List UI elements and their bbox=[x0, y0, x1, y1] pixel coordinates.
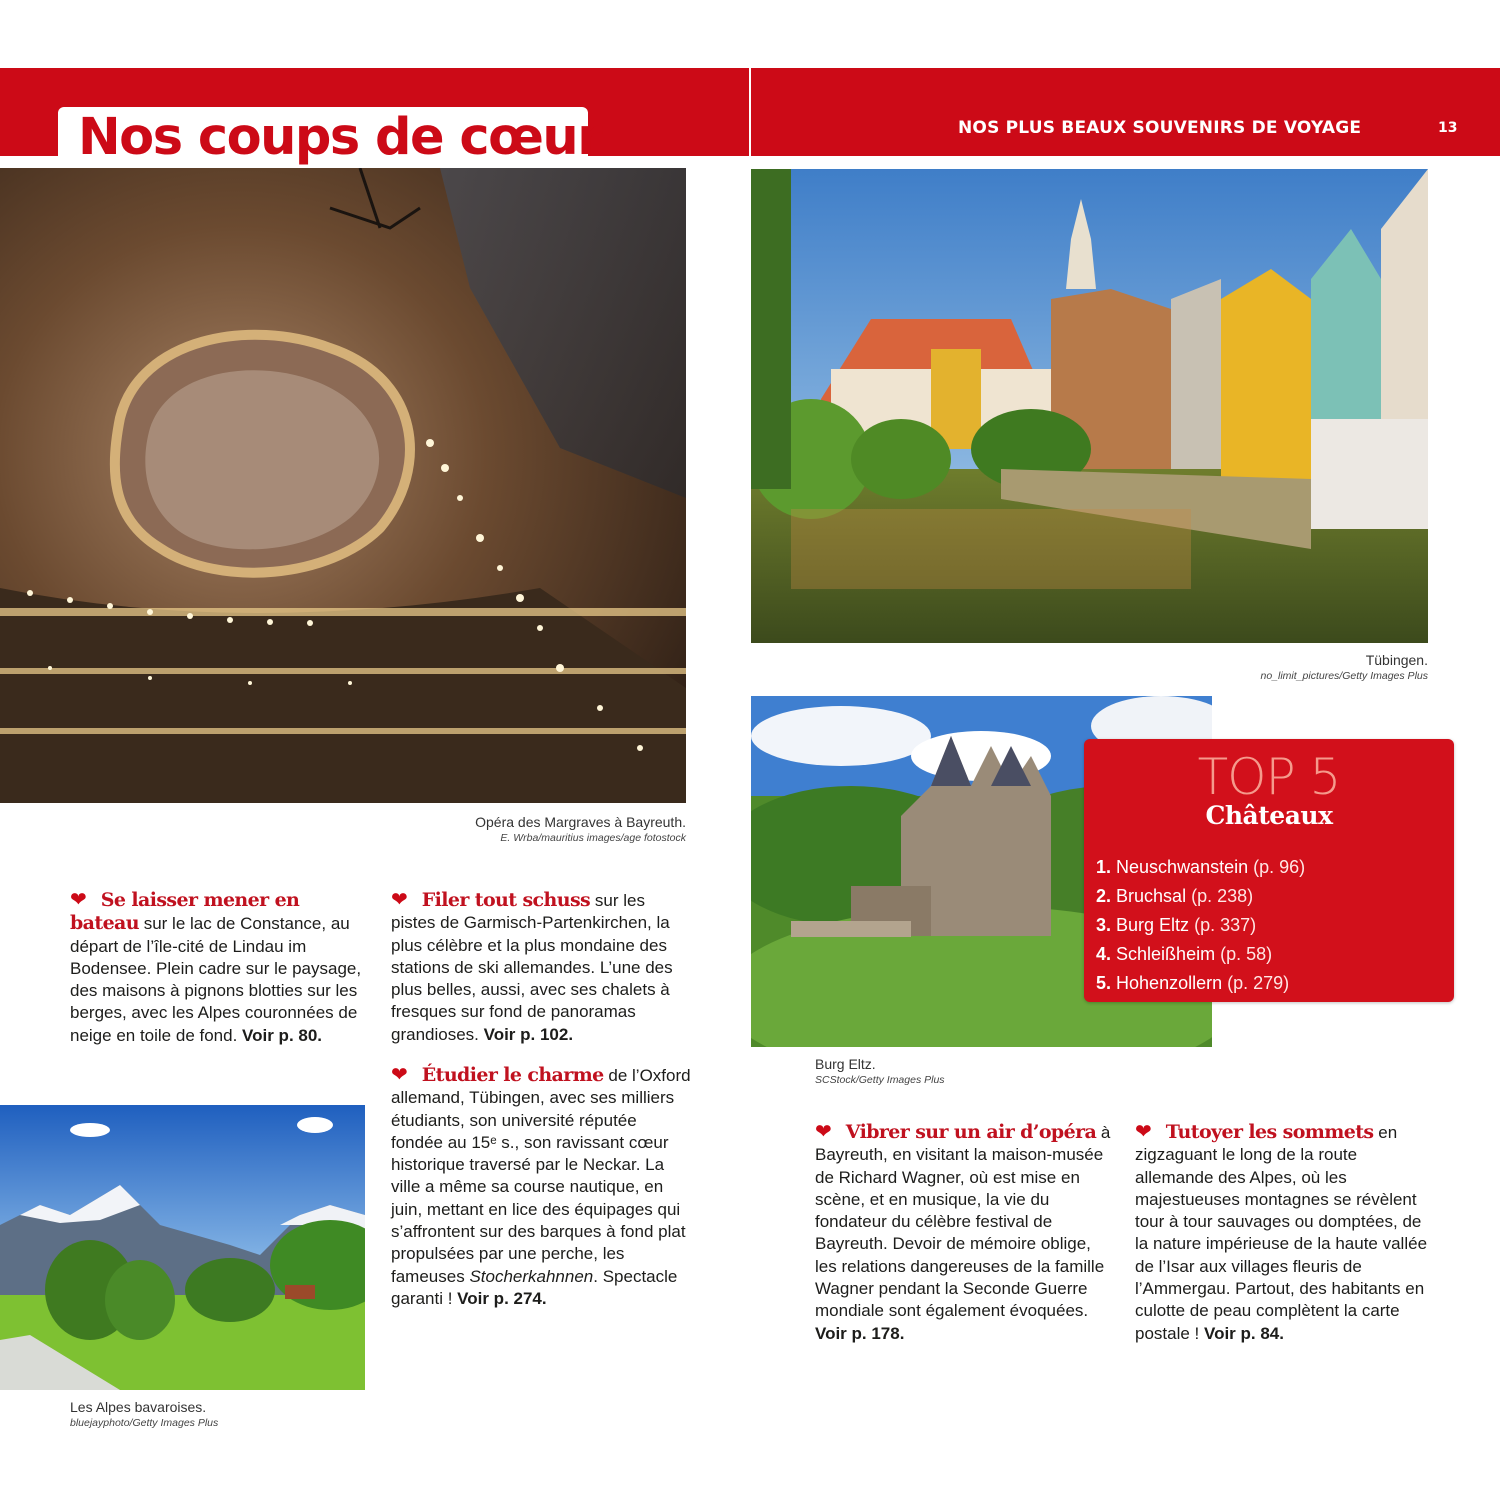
entry-lead: Se laisser mener en bateau bbox=[70, 889, 300, 935]
heart-icon: ❤ bbox=[391, 887, 408, 911]
entry-italic: Stocherkahnnen bbox=[469, 1266, 594, 1286]
top5-item bbox=[1096, 882, 1305, 911]
entry-schuss bbox=[391, 888, 691, 1046]
top5-list bbox=[1096, 853, 1305, 998]
entry-page-ref: Voir p. 84. bbox=[1204, 1323, 1284, 1343]
caption-tubingen bbox=[1130, 651, 1428, 683]
caption-tubingen-title: Tübingen. bbox=[1365, 652, 1428, 668]
caption-tubingen-credit: no_limit_pictures/Getty Images Plus bbox=[1260, 670, 1428, 682]
photo-tubingen bbox=[751, 169, 1428, 643]
top5-item-page: (p. 337) bbox=[1194, 915, 1257, 935]
caption-burg-eltz-credit: SCStock/Getty Images Plus bbox=[815, 1074, 945, 1086]
caption-burg-eltz bbox=[815, 1055, 1115, 1087]
entry-body: sur le lac de Constance, au départ de l’île-cité de Lindau im Bodensee. Plein cadre sur le paysage, des maisons à pignons blotties sur les berges, avec les Alpes couronnées de neige en toile de fond. bbox=[70, 914, 362, 1045]
caption-alpes-title: Les Alpes bavaroises. bbox=[70, 1399, 207, 1415]
entry-body-after: . Spectacle garanti ! bbox=[391, 1266, 678, 1308]
caption-opera bbox=[380, 813, 686, 845]
tubingen-image bbox=[751, 169, 1428, 643]
page-title: Nos coups de cœur bbox=[78, 108, 601, 167]
entry-page-ref: Voir p. 274. bbox=[457, 1288, 547, 1308]
caption-opera-credit: E. Wrba/mauritius images/age fotostock bbox=[500, 832, 686, 844]
caption-opera-title: Opéra des Margraves à Bayreuth. bbox=[475, 814, 686, 830]
top5-item-page: (p. 96) bbox=[1253, 857, 1306, 877]
heart-icon: ❤ bbox=[70, 887, 87, 911]
top5-item-page: (p. 58) bbox=[1220, 944, 1273, 964]
entry-lead: Étudier le charme bbox=[421, 1064, 604, 1086]
photo-alpes-bavaroises bbox=[0, 1105, 365, 1390]
top5-item-page: (p. 238) bbox=[1191, 886, 1254, 906]
entry-body: à Bayreuth, en visitant la maison-musée de Richard Wagner, où est mise en scène, et en musique, la vie du fondateur du célèbre festival de Bayreuth. Devoir de mémoire oblige, les relations dangereuses de la famille Wagner pendant la Seconde Guerre mondiale sont également évoquées. bbox=[815, 1123, 1111, 1321]
entry-body: de l’Oxford allemand, Tübingen, avec ses milliers étudiants, son université réputée fondée au 15ᵉ s., son ravissant cœur historique traversé par le Neckar. La ville a même sa course nautique, en juin, mettant en lice des équipages qui s’affrontent sur des barques à fond plat propulsées par une perche, les fameuses bbox=[391, 1066, 691, 1286]
entry-page-ref: Voir p. 102. bbox=[483, 1024, 574, 1044]
entry-body: sur les pistes de Garmisch-Partenkirchen, la plus célèbre et la plus mondaine des stations de ski allemandes. L’une des plus belles, aussi, avec ses chalets à fresques sur fond de panoramas grandioses. bbox=[391, 891, 673, 1044]
top5-chateaux-box bbox=[1084, 739, 1454, 1002]
entry-lead: Filer tout schuss bbox=[421, 889, 591, 911]
top5-item-number: 4. bbox=[1096, 944, 1112, 964]
top5-item-number: 1. bbox=[1096, 857, 1112, 877]
top5-heading: TOP 5 bbox=[1197, 748, 1341, 806]
top5-item-number: 3. bbox=[1096, 915, 1112, 935]
running-head: NOS PLUS BEAUX SOUVENIRS DE VOYAGE bbox=[958, 118, 1362, 138]
entry-bateau bbox=[70, 888, 370, 1047]
entry-page-ref: Voir p. 178. bbox=[815, 1323, 905, 1343]
opera-image bbox=[0, 168, 686, 803]
entry-page-ref: Voir p. 80. bbox=[242, 1025, 323, 1045]
top5-item-number: 2. bbox=[1096, 886, 1112, 906]
entry-sommets bbox=[1135, 1120, 1435, 1345]
top5-item-page: (p. 279) bbox=[1227, 973, 1290, 993]
entry-opera bbox=[815, 1120, 1115, 1345]
entry-lead: Tutoyer les sommets bbox=[1165, 1121, 1374, 1143]
header-band-right bbox=[751, 68, 1500, 156]
top5-item-name: Schleißheim bbox=[1116, 944, 1216, 964]
caption-alpes bbox=[70, 1398, 360, 1430]
heart-icon: ❤ bbox=[815, 1119, 832, 1143]
heart-icon: ❤ bbox=[1135, 1119, 1152, 1143]
top5-item bbox=[1096, 969, 1305, 998]
entry-body: en zigzaguant le long de la route allemande des Alpes, où les majestueuses montagnes se révèlent tour à tour sauvages ou domptées, de la nature impérieuse de la haute vallée de l’Isar aux villages fleuris de l’Ammergau. Partout, des habitants en culotte de peau complètent la carte postale ! bbox=[1135, 1123, 1428, 1343]
top5-subheading: Châteaux bbox=[1205, 801, 1333, 830]
top5-item bbox=[1096, 940, 1305, 969]
top5-item bbox=[1096, 853, 1305, 882]
heart-icon: ❤ bbox=[391, 1062, 408, 1086]
photo-opera-margraves bbox=[0, 168, 686, 803]
top5-item-number: 5. bbox=[1096, 973, 1112, 993]
top5-item-name: Bruchsal bbox=[1116, 886, 1187, 906]
top5-item-name: Neuschwanstein bbox=[1116, 857, 1249, 877]
entry-lead: Vibrer sur un air d’opéra bbox=[845, 1121, 1097, 1143]
entry-charme bbox=[391, 1063, 691, 1310]
top5-item-name: Hohenzollern bbox=[1116, 973, 1223, 993]
caption-burg-eltz-title: Burg Eltz. bbox=[815, 1056, 876, 1072]
page-number: 13 bbox=[1438, 120, 1458, 136]
alpes-image bbox=[0, 1105, 365, 1390]
caption-alpes-credit: bluejayphoto/Getty Images Plus bbox=[70, 1417, 219, 1429]
top5-item-name: Burg Eltz bbox=[1116, 915, 1190, 935]
top5-item bbox=[1096, 911, 1305, 940]
